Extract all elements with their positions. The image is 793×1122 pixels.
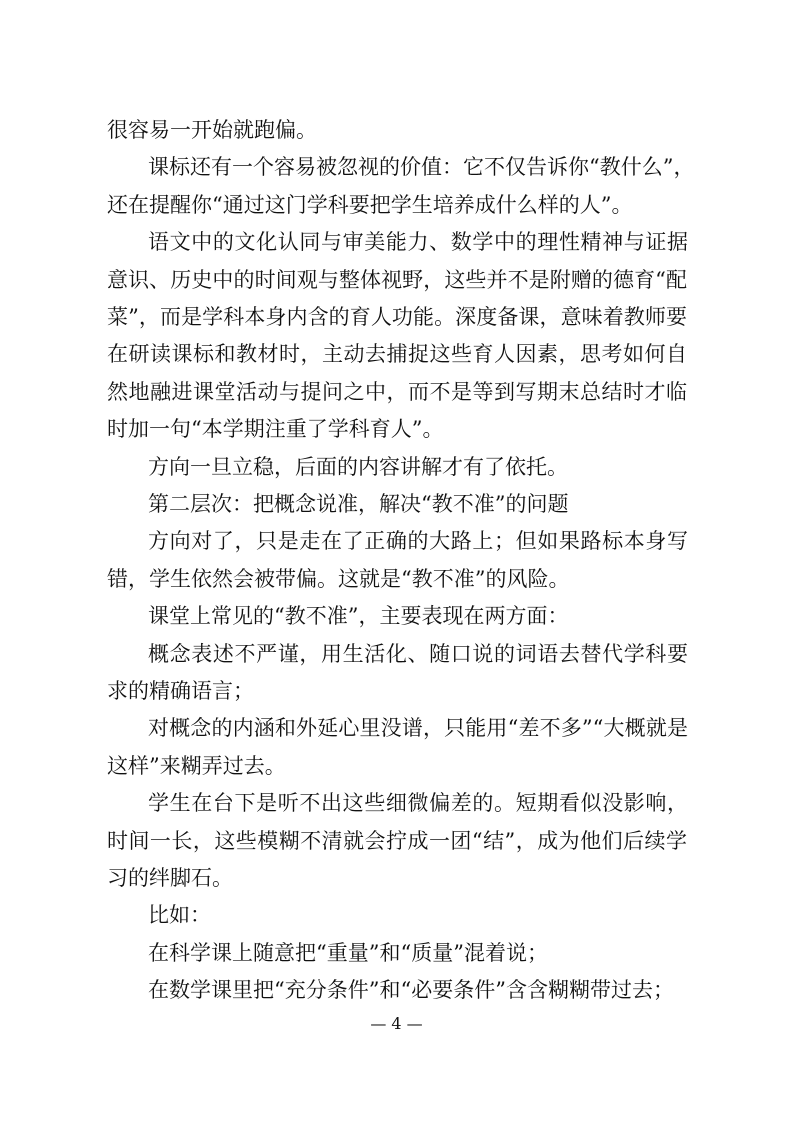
text-line: 课标还有一个容易被忽视的价值：它不仅告诉你“教什么”， bbox=[148, 155, 695, 180]
text-line: 学生在台下是听不出这些细微偏差的。短期看似没影响， bbox=[148, 791, 688, 816]
text-line: 课堂上常见的“教不准”，主要表现在两方面： bbox=[148, 604, 569, 629]
text-line: 方向一旦立稳，后面的内容讲解才有了依托。 bbox=[148, 454, 568, 479]
text-line: 这样”来糊弄过去。 bbox=[107, 753, 286, 778]
section-heading: 第二层次：把概念说准，解决“教不准”的问题 bbox=[148, 492, 569, 516]
text-line: 比如： bbox=[148, 903, 211, 928]
text-line: 求的精确语言； bbox=[107, 679, 254, 703]
text-line: 语文中的文化认同与审美能力、数学中的理性精神与证据 bbox=[148, 230, 688, 255]
text-line: 在研读课标和教材时，主动去捕捉这些育人因素，思考如何自 bbox=[107, 342, 687, 367]
text-line: 对概念的内涵和外延心里没谱，只能用“差不多”“大概就是 bbox=[148, 716, 688, 741]
text-line: 习的绊脚石。 bbox=[107, 866, 233, 890]
page-number: — 4 — bbox=[370, 1014, 423, 1033]
text-line: 菜”，而是学科本身内含的育人功能。深度备课，意味着教师要 bbox=[107, 305, 687, 329]
text-line: 在科学课上随意把“重量”和“质量”混着说； bbox=[148, 940, 548, 965]
text-line: 还在提醒你“通过这门学科要把学生培养成什么样的人”。 bbox=[107, 192, 633, 217]
text-line: 意识、历史中的时间观与整体视野，这些并不是附赠的德育“配 bbox=[107, 267, 687, 292]
text-line: 在数学课里把“充分条件”和“必要条件”含含糊糊带过去； bbox=[148, 978, 674, 1003]
text-line: 很容易一开始就跑偏。 bbox=[107, 118, 317, 142]
text-line: 然地融进课堂活动与提问之中，而不是等到写期末总结时才临 bbox=[107, 379, 687, 404]
text-line: 时间一长，这些模糊不清就会拧成一团“结”，成为他们后续学 bbox=[107, 828, 687, 853]
text-line: 概念表述不严谨，用生活化、随口说的词语去替代学科要 bbox=[148, 641, 688, 666]
text-line: 错，学生依然会被带偏。这就是“教不准”的风险。 bbox=[107, 566, 570, 591]
text-line: 方向对了，只是走在了正确的大路上；但如果路标本身写 bbox=[148, 529, 688, 554]
text-line: 时加一句“本学期注重了学科育人”。 bbox=[107, 417, 444, 442]
